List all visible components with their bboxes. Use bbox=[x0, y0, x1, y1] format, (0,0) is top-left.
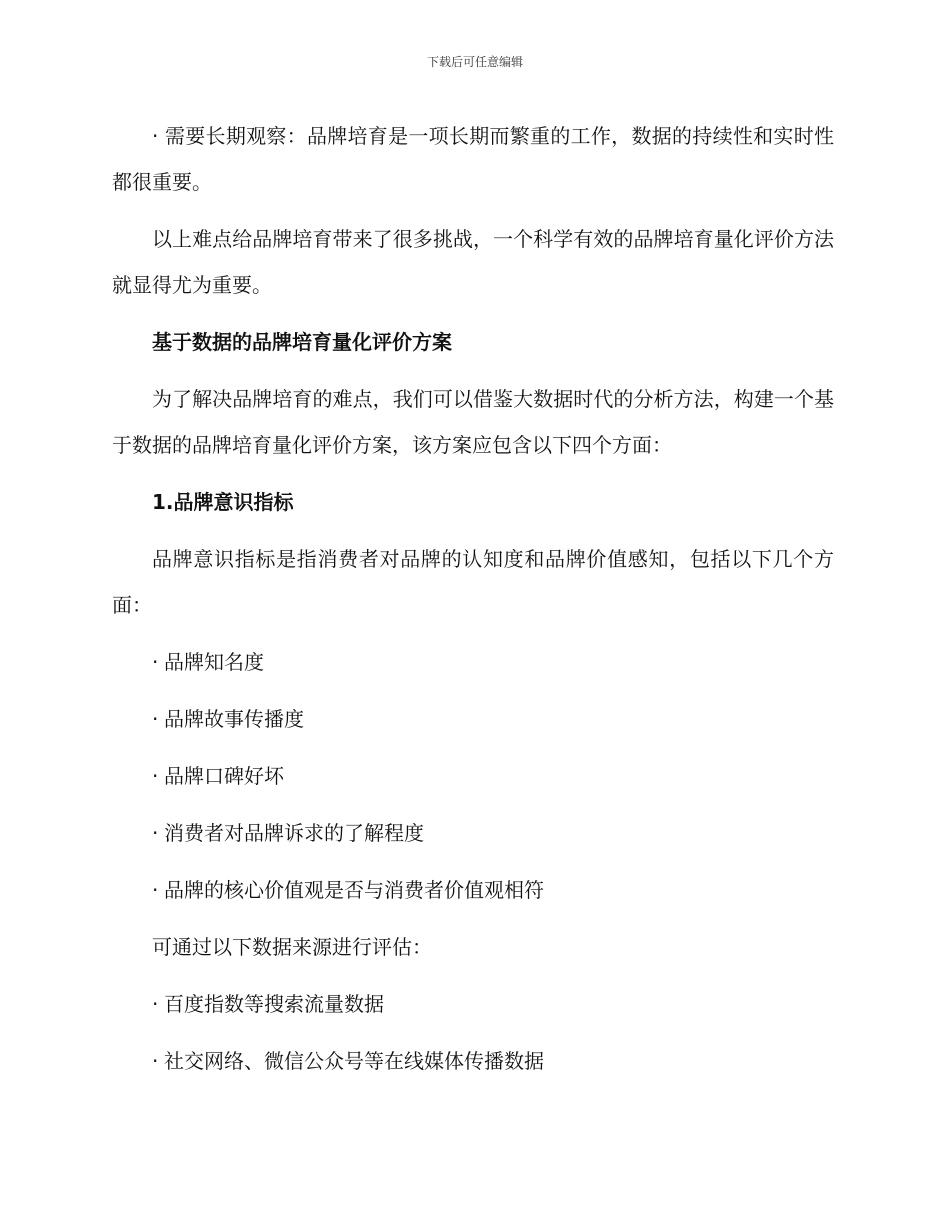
list-item bbox=[112, 810, 834, 856]
bullet-symbol: · bbox=[152, 1049, 159, 1073]
list-item bbox=[112, 867, 834, 913]
bullet-symbol: · bbox=[152, 764, 159, 788]
document-body bbox=[112, 113, 834, 1095]
list-item bbox=[112, 639, 834, 685]
page-header: 下载后可任意编辑 bbox=[426, 55, 523, 69]
paragraph-data-sources: 可通过以下数据来源进行评估： bbox=[152, 935, 432, 959]
subsection-heading-brand-awareness: 1.品牌意识指标 bbox=[152, 490, 294, 514]
paragraph-scheme-intro: 为了解决品牌培育的难点，我们可以借鉴大数据时代的分析方法，构建一个基于数据的品牌培育量化评价方案，该方案应包含以下四个方面： bbox=[112, 387, 834, 457]
list-item bbox=[112, 981, 834, 1027]
bullet-symbol: · bbox=[152, 878, 159, 902]
bullet-symbol: · bbox=[152, 650, 159, 674]
list-item-text: 品牌知名度 bbox=[164, 650, 264, 674]
paragraph-challenges: 以上难点给品牌培育带来了很多挑战，一个科学有效的品牌培育量化评价方法就显得尤为重要。 bbox=[112, 227, 834, 297]
list-item-text: 社交网络、微信公众号等在线媒体传播数据 bbox=[164, 1049, 544, 1073]
list-item-text: 消费者对品牌诉求的了解程度 bbox=[164, 821, 424, 845]
paragraph-awareness-definition: 品牌意识指标是指消费者对品牌的认知度和品牌价值感知，包括以下几个方面： bbox=[112, 547, 834, 617]
bullet-symbol: · bbox=[152, 992, 159, 1016]
list-item-text: 品牌故事传播度 bbox=[164, 707, 304, 731]
paragraph-long-term-observation: · 需要长期观察：品牌培育是一项长期而繁重的工作，数据的持续性和实时性都很重要。 bbox=[112, 124, 834, 194]
list-item bbox=[112, 1038, 834, 1084]
list-item bbox=[112, 753, 834, 799]
bullet-symbol: · bbox=[152, 821, 159, 845]
list-item-text: 品牌的核心价值观是否与消费者价值观相符 bbox=[164, 878, 544, 902]
bullet-symbol: · bbox=[152, 707, 159, 731]
list-item-text: 百度指数等搜索流量数据 bbox=[164, 992, 384, 1016]
section-heading-data-scheme: 基于数据的品牌培育量化评价方案 bbox=[152, 330, 452, 354]
list-item-text: 品牌口碑好坏 bbox=[164, 764, 284, 788]
list-item bbox=[112, 696, 834, 742]
